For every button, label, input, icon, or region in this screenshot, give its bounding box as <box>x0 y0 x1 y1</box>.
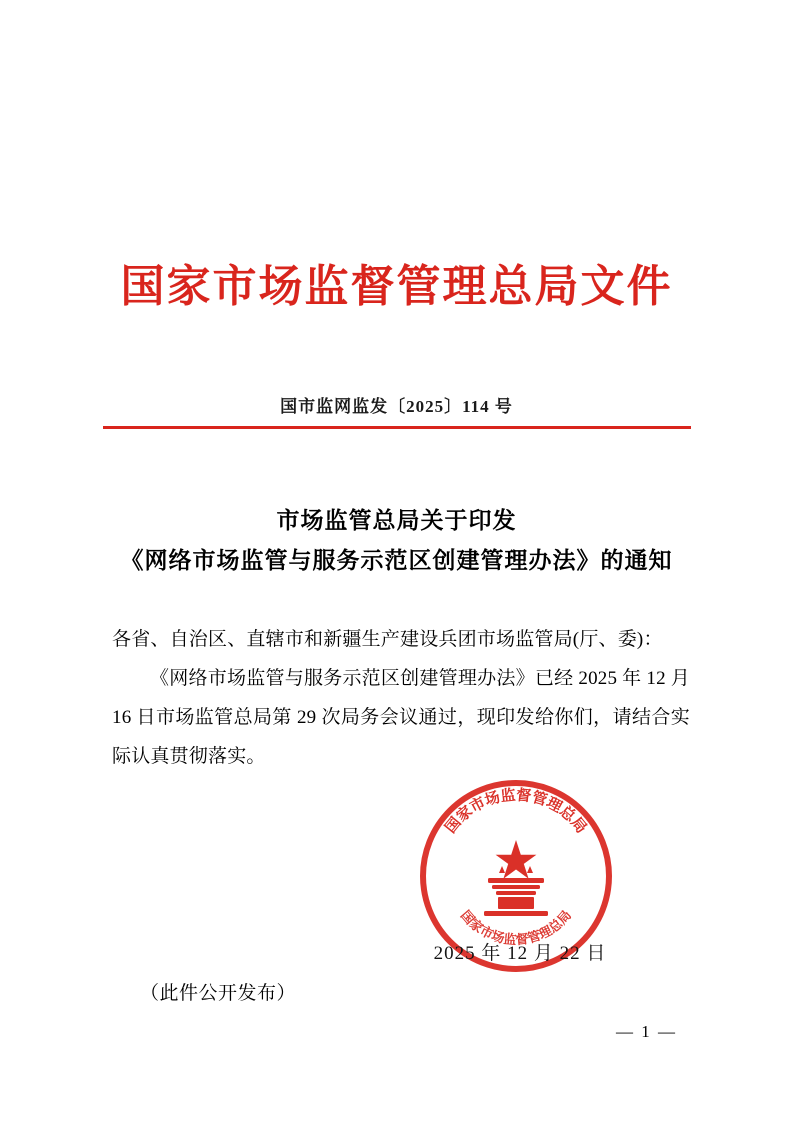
body-paragraph-1: 《网络市场监管与服务示范区创建管理办法》已经 2025 年 12 月 16 日市场监管总局第 29 次局务会议通过，现印发给你们，请结合实际认真贯彻落实。 <box>112 668 690 767</box>
svg-text:国家市场监督管理总局: 国家市场监督管理总局 <box>457 907 575 948</box>
document-date: 2025 年 12 月 22 日 <box>433 943 607 964</box>
document-title-line-1: 市场监管总局关于印发 <box>276 507 517 533</box>
red-divider-rule <box>103 426 691 429</box>
masthead-title: 国家市场监督管理总局文件 <box>120 262 673 311</box>
salutation: 各省、自治区、直辖市和新疆生产建设兵团市场监管局(厅、委)： <box>112 629 663 650</box>
document-body <box>112 620 690 776</box>
document-title-line-2: 《网络市场监管与服务示范区创建管理办法》的通知 <box>120 547 673 573</box>
svg-text:国家市场监督管理总局: 国家市场监督管理总局 <box>442 787 590 837</box>
document-number: 国市监网监发〔2025〕114 号 <box>280 397 513 416</box>
page-number-text: — 1 — <box>616 1022 677 1041</box>
public-release-note: （此件公开发布） <box>140 983 297 1004</box>
page-number <box>0 1022 793 1042</box>
document-title-block <box>0 500 793 580</box>
masthead <box>0 262 793 313</box>
